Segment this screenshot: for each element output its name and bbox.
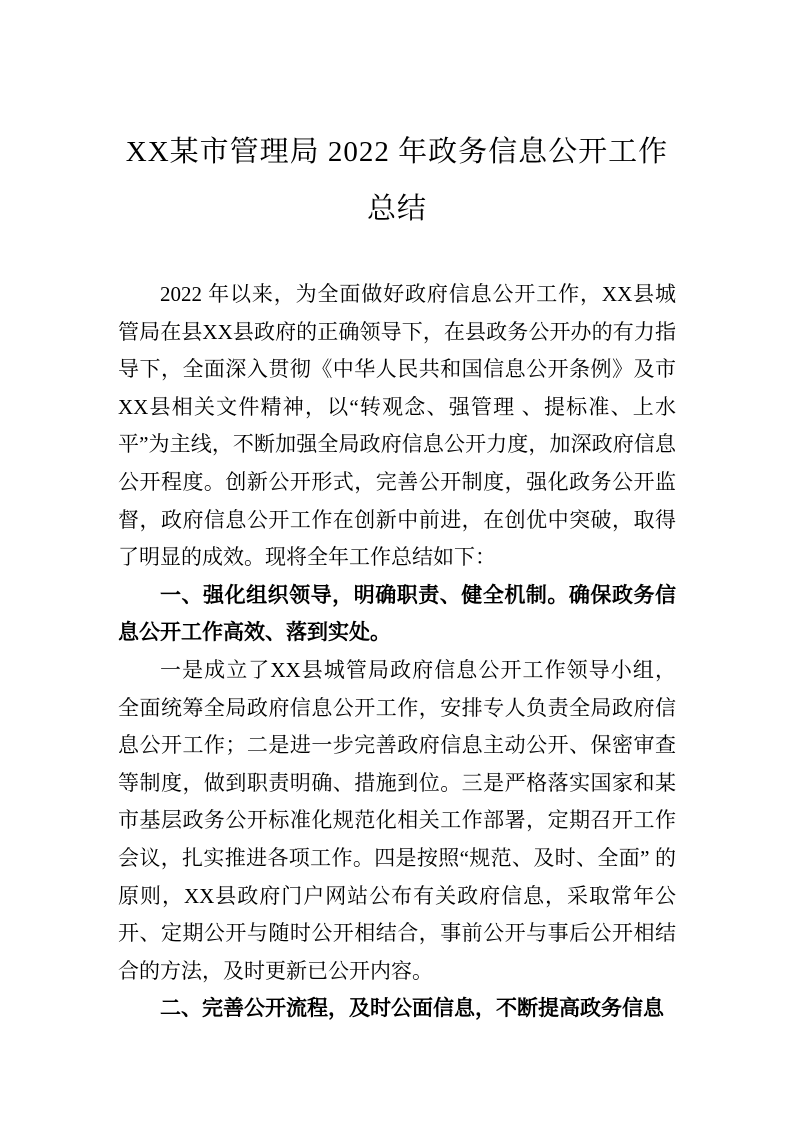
section-heading-1: 一、强化组织领导，明确职责、健全机制。确保政务信息公开工作高效、落到实处。 <box>118 583 676 645</box>
document-title: XX某市管理局 2022 年政务信息公开工作总结 <box>125 136 669 225</box>
paragraph-section-1: 一是成立了XX县城管局政府信息公开工作领导小组， 全面统筹全局政府信息公开工作，安排专人负责全局政府信息公开工作；二是进一步完善政府信息主动公开、保密审查等制度，做到职责明确、措施到位。三是严格落实国家和某市基层政务公开标准化规范化相关工作部署，定期召开工作会议，扎实推进各项工作。四是按照“规范、及时、全面” 的原则，XX县政府门户网站公布有关政府信息，采取常年公开、定期公开与随时公开相结合，事前公开与事后公开相结合的方法，及时更新已公开内容。 <box>118 657 676 983</box>
paragraph-intro: 2022 年以来，为全面做好政府信息公开工作，XX县城管局在县XX县政府的正确领导下，在县政务公开办的有力指导下，全面深入贯彻《中华人民共和国信息公开条例》及市XX县相关文件精神，以“转观念、强管理 、提标准、上水平”为主线，不断加强全局政府信息公开力度，加深政府信息公开程度。创新公开形式，完善公开制度，强化政务公开监督，政府信息公开工作在创新中前进，在创优中突破，取得了明显的成效。现将全年工作总结如下： <box>118 282 676 570</box>
section-heading-2: 二、完善公开流程，及时公面信息，不断提高政务信息 <box>160 997 664 1021</box>
document-body <box>118 276 676 1028</box>
